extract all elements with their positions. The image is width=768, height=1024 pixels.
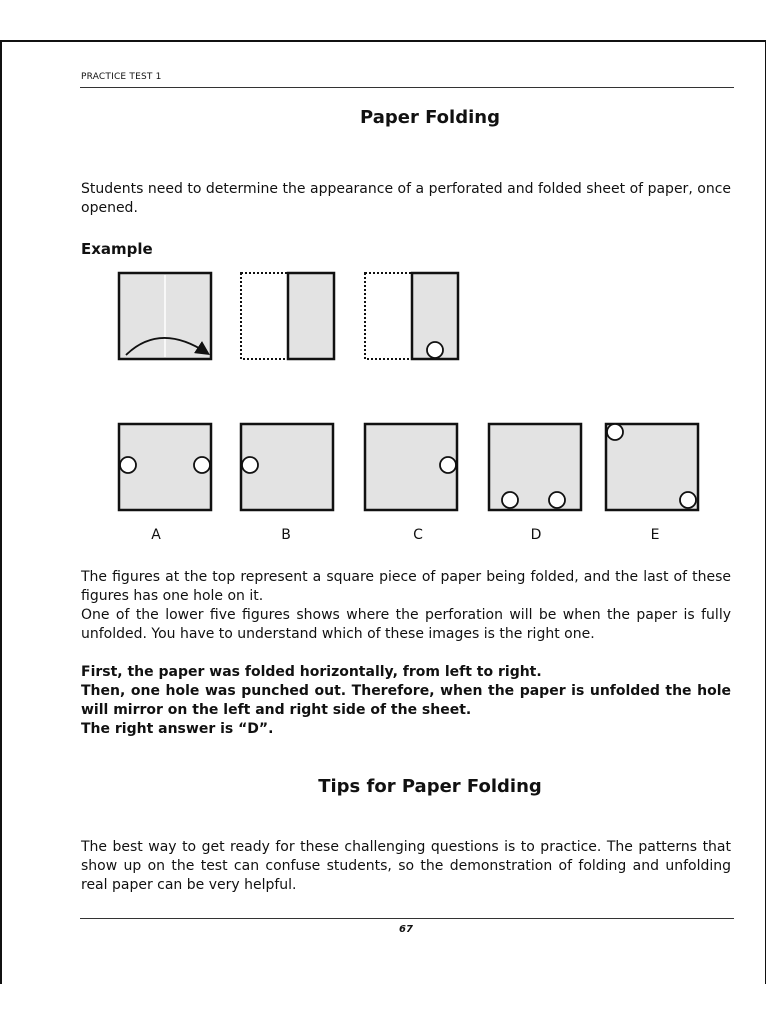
running-head: PRACTICE TEST 1: [81, 72, 162, 82]
option-d-figure[interactable]: [489, 424, 581, 510]
option-b-figure[interactable]: [241, 424, 333, 510]
fold-step-1-figure: [119, 273, 211, 359]
option-a-figure[interactable]: [119, 424, 211, 510]
page-title: Paper Folding: [360, 107, 500, 128]
option-c-figure[interactable]: [365, 424, 457, 510]
explanation-paragraph-1: The figures at the top represent a square piece of paper being folded, and the last of these figures has one hole on it.: [81, 569, 731, 604]
intro-paragraph: Students need to determine the appearance of a perforated and folded sheet of paper, once opened.: [81, 181, 731, 216]
fold-step-2-figure: [241, 273, 334, 359]
option-label-a: A: [151, 527, 161, 543]
hole-icon: [607, 424, 623, 440]
footer-rule: [80, 918, 734, 919]
punched-hole-icon: [427, 342, 443, 358]
option-e-figure[interactable]: [606, 424, 698, 510]
hole-icon: [242, 457, 258, 473]
fold-step-3-figure: [365, 273, 458, 359]
option-label-b: B: [281, 527, 291, 543]
tips-title: Tips for Paper Folding: [318, 776, 542, 797]
explanation-bold-2: Then, one hole was punched out. Therefore, when the paper is unfolded the hole will mirror on the left and right side of the sheet.: [81, 683, 731, 718]
option-label-d: D: [530, 527, 542, 543]
hole-icon: [194, 457, 210, 473]
option-label-c: C: [413, 527, 423, 543]
hole-icon: [502, 492, 518, 508]
hole-icon: [440, 457, 456, 473]
tips-paragraph: The best way to get ready for these challenging questions is to practice. The patterns that show up on the test can confuse students, so the demonstration of folding and unfolding real paper can be very helpful.: [81, 839, 731, 893]
option-label-e: E: [650, 527, 660, 543]
page-number: 67: [399, 924, 413, 935]
explanation-bold-1: First, the paper was folded horizontally, from left to right.: [81, 664, 542, 680]
example-heading: Example: [81, 240, 153, 258]
hole-icon: [680, 492, 696, 508]
explanation-paragraph-2: One of the lower five figures shows where the perforation will be when the paper is fully unfolded. You have to understand which of these images is the right one.: [81, 607, 731, 642]
hole-icon: [120, 457, 136, 473]
hole-icon: [549, 492, 565, 508]
answer-statement: The right answer is “D”.: [81, 721, 274, 737]
